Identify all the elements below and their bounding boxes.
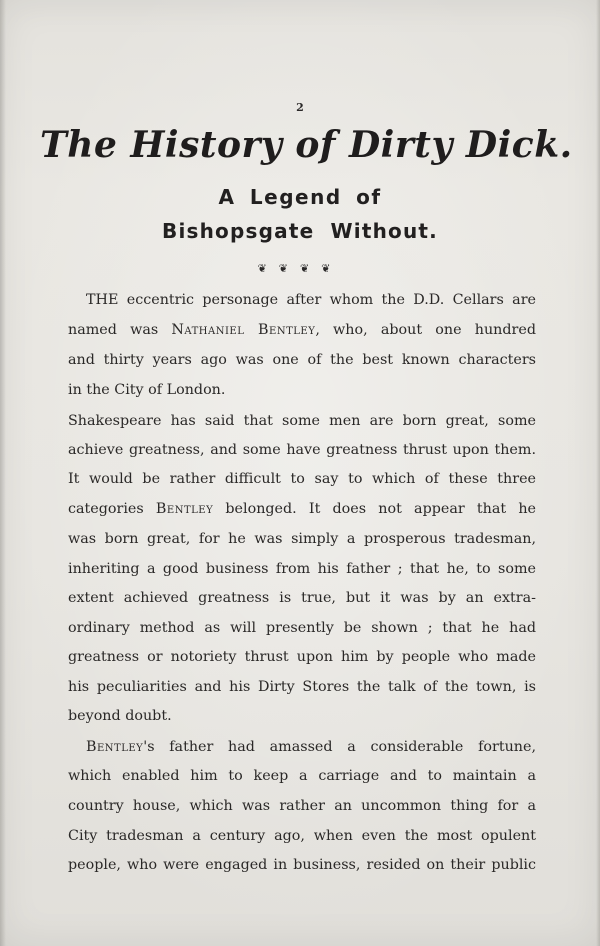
p2-line-10: his peculiarities and his Dirty Stores the talk of the town, is [68,679,536,695]
p2-line-5: was born great, for he was simply a prosperous tradesman, [68,531,536,547]
p3-line-1 [86,739,536,755]
p2-line-4 [68,501,536,517]
p3-line-4: City tradesman a century ago, when even the most opulent [68,828,536,844]
p1-line-4: in the City of London. [68,382,226,398]
p1-line-2 [68,322,536,338]
p3-line-5: people, who were engaged in business, resided on their public [68,857,536,873]
p1-line-3: and thirty years ago was one of the best known characters [68,352,536,368]
p2-line-3: It would be rather difficult to say to which of these three [68,471,536,487]
p2-line-9: greatness or notoriety thrust upon him by people who made [68,649,536,665]
p2-line-1: Shakespeare has said that some men are born great, some [68,413,536,429]
p3-line-2: which enabled him to keep a carriage and to maintain a [68,768,536,784]
p3-line-1-b: 's father had amassed a considerable fortune, [143,739,536,755]
name-nathaniel-bentley: Nathaniel Bentley [171,322,316,338]
fleuron-ornament: ❦❦❦❦ [257,262,343,275]
p2-line-6: inheriting a good business from his father ; that he, to some [68,561,536,577]
name-bentley: Bentley [155,501,214,517]
p1-line-2-c: , who, about one hundred [315,322,536,338]
page-number: 2 [296,101,304,114]
p2-line-2: achieve greatness, and some have greatness thrust upon them. [68,442,536,458]
name-bentley-possessive: Bentley [86,739,144,755]
p3-line-3: country house, which was rather an uncommon thing for a [68,798,536,814]
page-title: The History of Dirty Dick. [40,124,573,166]
page-edge-shadow-right [596,0,600,946]
subtitle-line-2: Bishopsgate Without. [162,219,438,243]
p1-line-2-a: named was [68,322,172,338]
page-edge-shadow-left [0,0,6,946]
subtitle-line-1: A Legend of [218,185,382,209]
p2-line-7: extent achieved greatness is true, but it was by an extra- [68,590,536,606]
p2-line-4-a: categories [68,501,156,517]
p2-line-4-c: belonged. It does not appear that he [213,501,537,517]
p2-line-11: beyond doubt. [68,708,172,724]
p1-line-1: THE eccentric personage after whom the D.D. Cellars are [86,292,536,308]
p2-line-8: ordinary method as will presently be shown ; that he had [68,620,536,636]
